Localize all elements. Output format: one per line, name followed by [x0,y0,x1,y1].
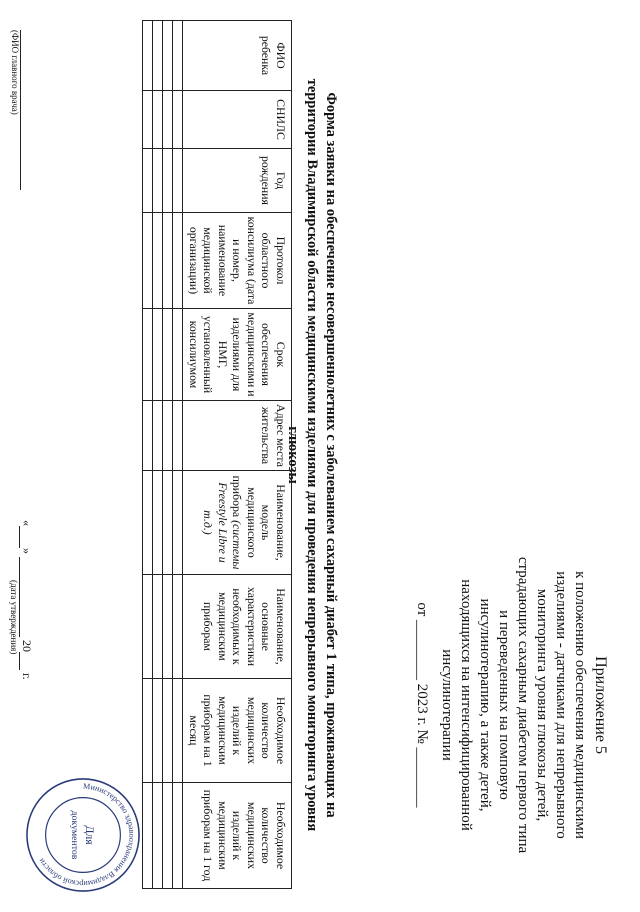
day-line [19,526,20,548]
approval-date [9,520,34,680]
table-cell [163,21,173,91]
header-device-label: Наименование, модель медицинского прибора [230,475,288,561]
table-cell [173,679,183,783]
head-doctor-caption: (ФИО главного врача) [10,30,20,115]
head-doctor-signature [10,30,30,190]
header-snils: СНИЛС [183,91,292,149]
stamp-inner-line2: документов [69,810,81,860]
signature-line [20,30,21,190]
header-term: Срок обеспечения медицинскими и изделиями для НМГ, установленный консилиумом [183,309,292,401]
appendix-title: Приложение 5 [592,656,609,754]
table-row [153,21,163,889]
table-cell [173,21,183,91]
header-qty-month: Необходимое количество медицинских изделий к медицинским приборам на 1 месяц [183,679,292,783]
table-cell [163,91,173,149]
appendix-date-line: от ________ 2023 г. № ________ [414,602,430,808]
table-cell [153,471,163,575]
request-table [143,20,293,889]
table-cell [173,149,183,213]
appendix-line: страдающих сахарным диабетом первого типа [515,556,531,854]
header-child-name: ФИО ребенка [183,21,292,91]
table-cell [163,213,173,309]
table-cell [173,309,183,401]
table-cell [173,471,183,575]
table-cell [143,309,153,401]
year-line [19,652,20,670]
table-row [143,21,153,889]
table-cell [143,91,153,149]
table-cell [143,149,153,213]
table-cell [153,401,163,471]
appendix-line: мониторинга уровня глюкозы детей, [534,588,550,822]
header-characteristics: Наименование, основные характеристики необходимых к медицинским приборам [183,575,292,679]
header-device [183,471,292,575]
table-cell [163,149,173,213]
table-cell [143,21,153,91]
date-close-quote: » [20,548,34,554]
table-cell [163,401,173,471]
table-cell [163,575,173,679]
table-cell [153,91,163,149]
header-device-note: (системы Freestyle Libre и т.д.) [201,482,245,570]
header-protocol: Протокол областного консилиума (дата и номер, наименование медицинской организации) [183,213,292,309]
table-cell [143,401,153,471]
table-cell [143,471,153,575]
table-cell [173,401,183,471]
table-cell [153,21,163,91]
year-suffix: г. [20,673,34,680]
table-cell [163,471,173,575]
table-cell [173,91,183,149]
table-cell [163,309,173,401]
table-cell [153,783,163,889]
date-caption: (дата утверждения) [9,580,19,655]
header-address: Адрес места жительства [183,401,292,471]
form-title: Форма заявки на обеспечение несовершеннолетних с заболеванием сахарный диабет 1 типа, проживающих на территории Владимирской области медицинскими изделиями для проведения непрерывного мониторинга уровня глюкозы [285,78,339,832]
stamp-inner-line1: Для [82,825,97,845]
official-stamp [24,776,142,894]
appendix-line: находящихся на интенсифицированной [458,579,474,831]
table-cell [143,679,153,783]
appendix-line: и переведенных на помповую [496,610,512,800]
table-body [143,21,183,889]
appendix-line: инсулинотерапии [439,649,455,761]
appendix-block [412,540,610,870]
table-cell [143,575,153,679]
date-open-quote: « [20,520,34,526]
stamp-outer-text: Министерство здравоохранения Владимирской области [36,781,137,889]
table-cell [173,575,183,679]
appendix-line: изделиями - датчиками для непрерывного [553,571,569,839]
table-cell [143,213,153,309]
table-cell [173,783,183,889]
table-cell [153,309,163,401]
table-cell [153,213,163,309]
table-cell [173,213,183,309]
appendix-line: к положению обеспечения медицинскими [572,571,588,839]
header-birth-year: Год рождения [183,149,292,213]
header-qty-year: Необходимое количество медицинских изделий к медицинским приборам на 1 год [183,783,292,889]
table-cell [163,679,173,783]
table-row [163,21,173,889]
month-line [19,557,20,637]
table-cell [153,575,163,679]
table-cell [143,783,153,889]
table-cell [153,149,163,213]
table-row [173,21,183,889]
table-header-row [183,21,292,889]
appendix-line: инсулинотерапию, а также детей, [477,598,493,812]
year-prefix: 20 [20,640,34,652]
table-cell [153,679,163,783]
table-cell [163,783,173,889]
